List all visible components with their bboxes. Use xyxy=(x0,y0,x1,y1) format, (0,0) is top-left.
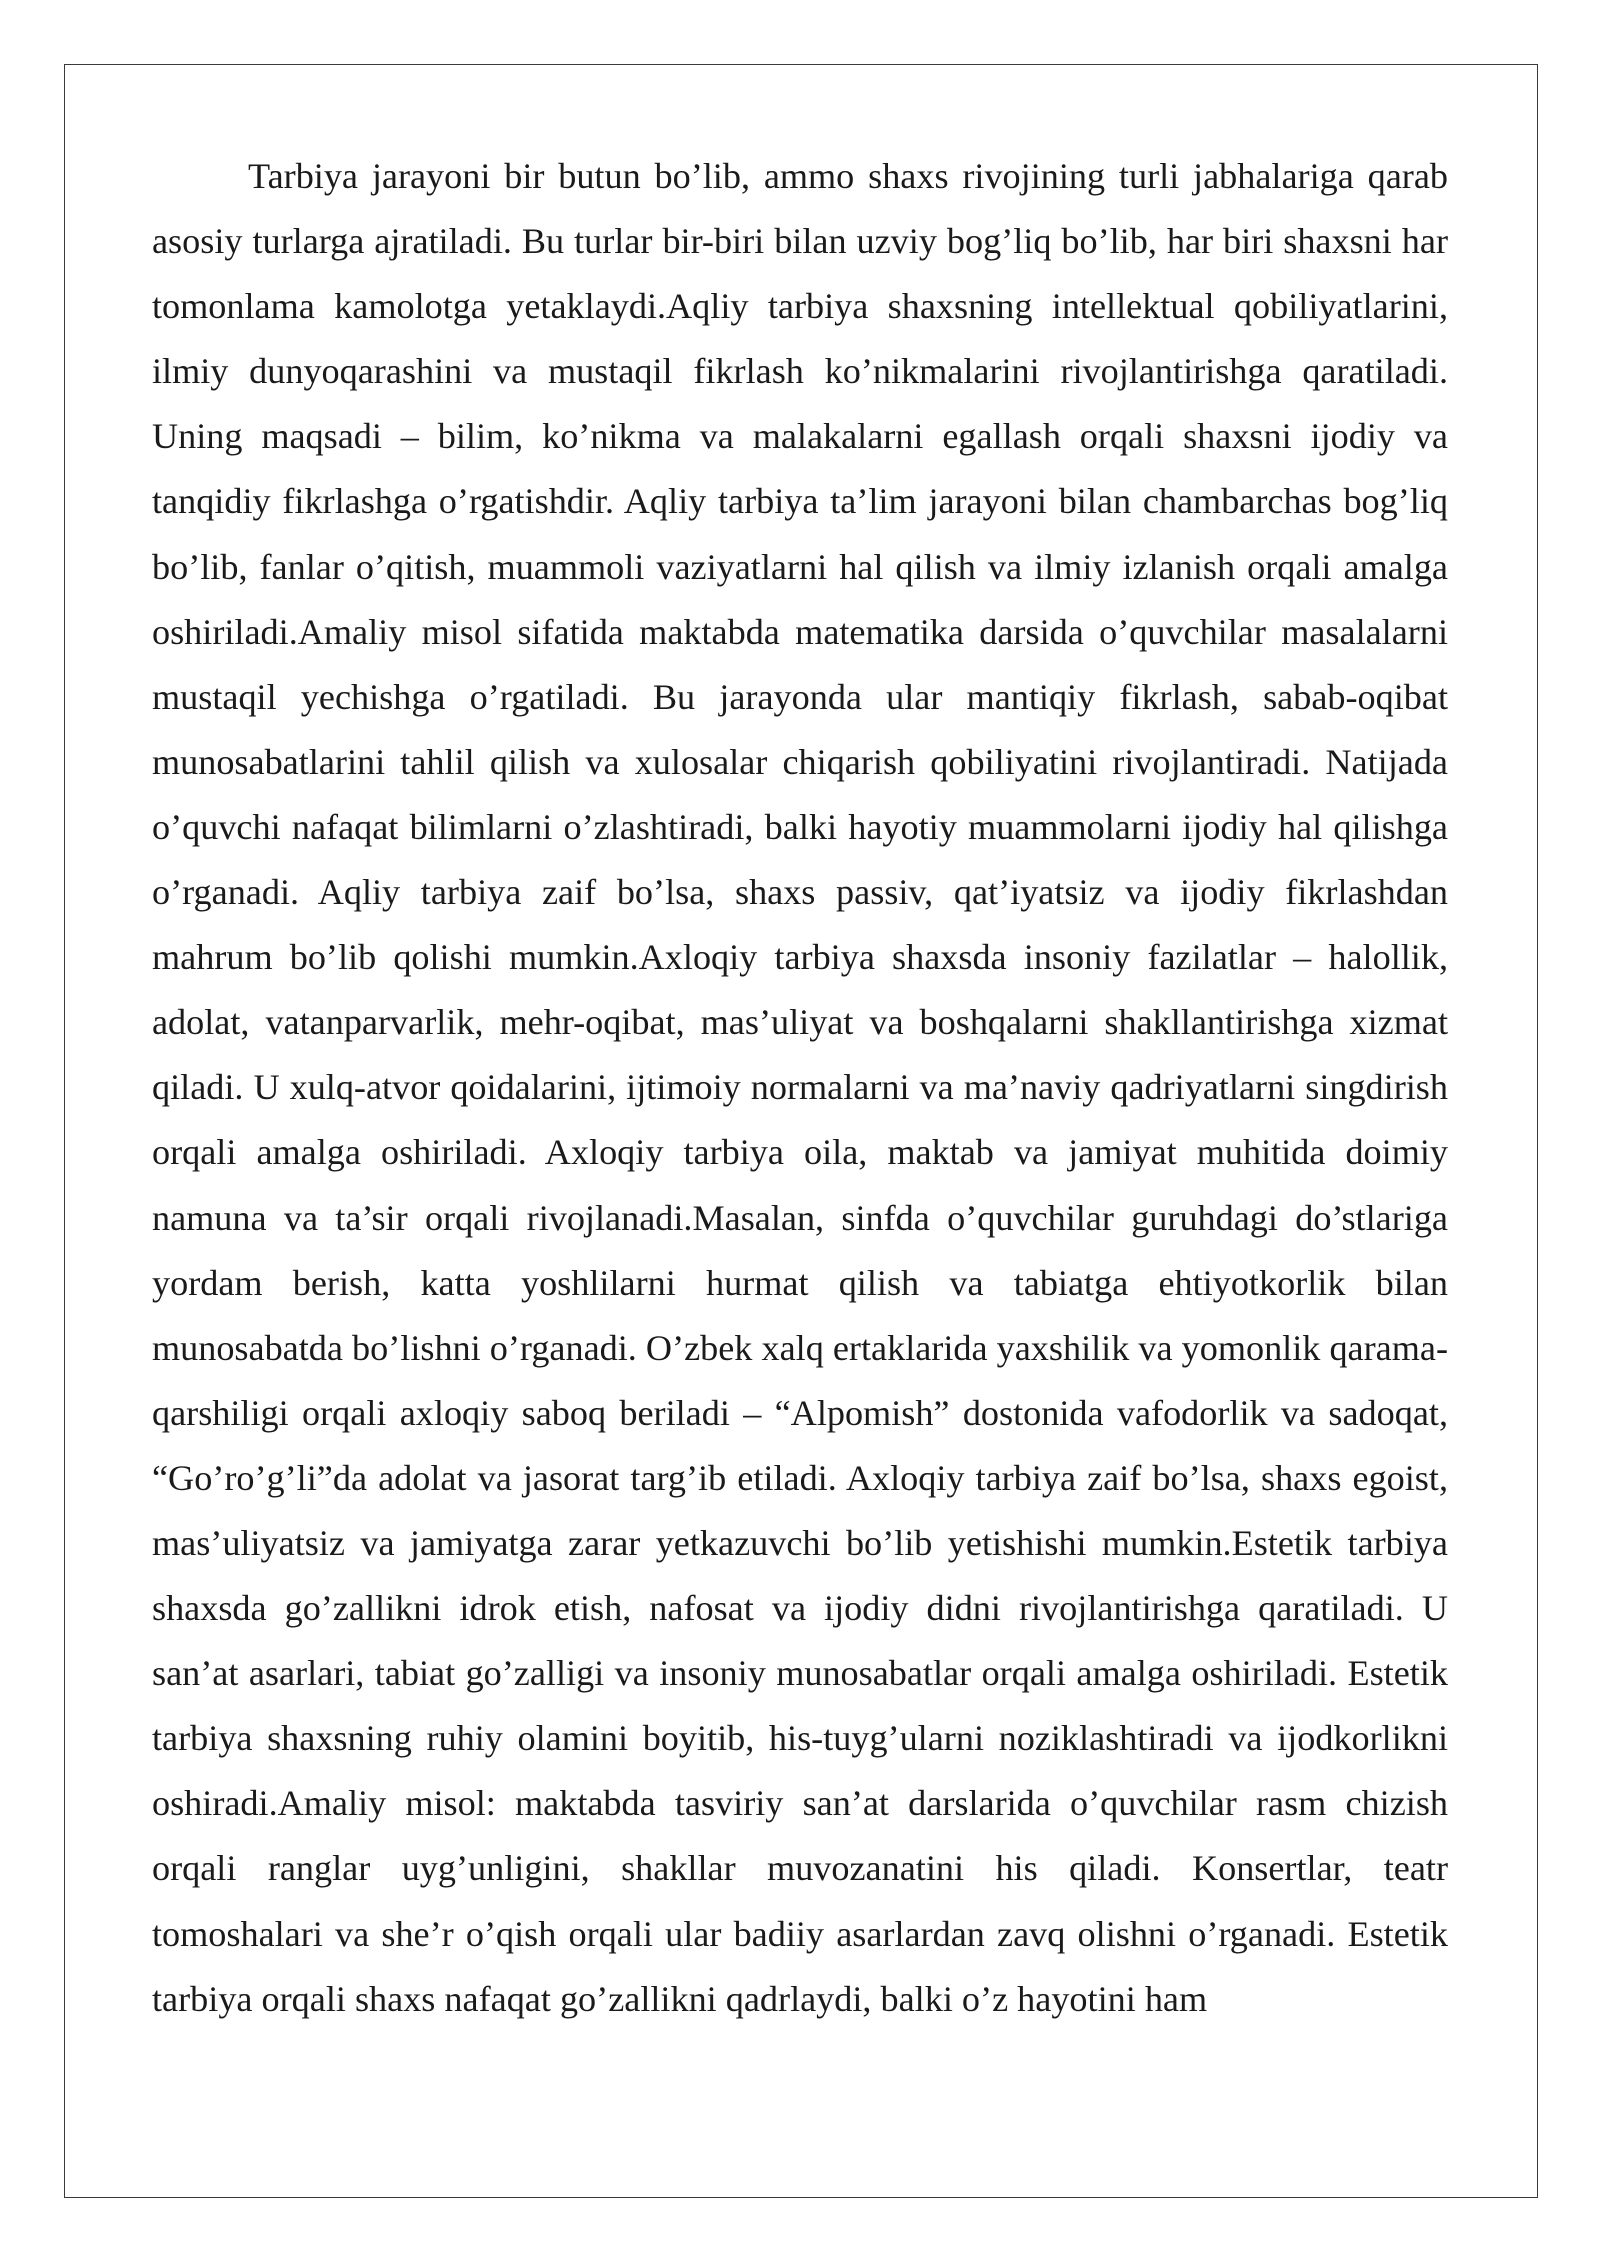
document-body-paragraph: Tarbiya jarayoni bir butun bo’lib, ammo shaxs rivojining turli jabhalariga qarab asosiy turlarga ajratiladi. Bu turlar bir-biri bilan uzviy bog’liq bo’lib, har biri shaxsni har tomonlama kamolotga yetaklaydi.Aqliy tarbiya shaxsning intellektual qobiliyatlarini, ilmiy dunyoqarashini va mustaqil fikrlash ko’nikmalarini rivojlantirishga qaratiladi. Uning maqsadi – bilim, ko’nikma va malakalarni egallash orqali shaxsni ijodiy va tanqidiy fikrlashga o’rgatishdir. Aqliy tarbiya ta’lim jarayoni bilan chambarchas bog’liq bo’lib, fanlar o’qitish, muammoli vaziyatlarni hal qilish va ilmiy izlanish orqali amalga oshiriladi.Amaliy misol sifatida maktabda matematika darsida o’quvchilar masalalarni mustaqil yechishga o’rgatiladi. Bu jarayonda ular mantiqiy fikrlash, sabab-oqibat munosabatlarini tahlil qilish va xulosalar chiqarish qobiliyatini rivojlantiradi. Natijada o’quvchi nafaqat bilimlarni o’zlashtiradi, balki hayotiy muammolarni ijodiy hal qilishga o’rganadi. Aqliy tarbiya zaif bo’lsa, shaxs passiv, qat’iyatsiz va ijodiy fikrlashdan mahrum bo’lib qolishi mumkin.Axloqiy tarbiya shaxsda insoniy fazilatlar – halollik, adolat, vatanparvarlik, mehr-oqibat, mas’uliyat va boshqalarni shakllantirishga xizmat qiladi. U xulq-atvor qoidalarini, ijtimoiy normalarni va ma’naviy qadriyatlarni singdirish orqali amalga oshiriladi. Axloqiy tarbiya oila, maktab va jamiyat muhitida doimiy namuna va ta’sir orqali rivojlanadi.Masalan, sinfda o’quvchilar guruhdagi do’stlariga yordam berish, katta yoshlilarni hurmat qilish va tabiatga ehtiyotkorlik bilan munosabatda bo’lishni o’rganadi. O’zbek xalq ertaklarida yaxshilik va yomonlik qarama-qarshiligi orqali axloqiy saboq beriladi – “Alpomish” dostonida vafodorlik va sadoqat, “Go’ro’g’li”da adolat va jasorat targ’ib etiladi. Axloqiy tarbiya zaif bo’lsa, shaxs egoist, mas’uliyatsiz va jamiyatga zarar yetkazuvchi bo’lib yetishishi mumkin.Estetik tarbiya shaxsda go’zallikni idrok etish, nafosat va ijodiy didni rivojlantirishga qaratiladi. U san’at asarlari, tabiat go’zalligi va insoniy munosabatlar orqali amalga oshiriladi. Estetik tarbiya shaxsning ruhiy olamini boyitib, his-tuyg’ularni noziklashtiradi va ijodkorlikni oshiradi.Amaliy misol: maktabda tasviriy san’at darslarida o’quvchilar rasm chizish orqali ranglar uyg’unligini, shakllar muvozanatini his qiladi. Konsertlar, teatr tomoshalari va she’r o’qish orqali ular badiiy asarlardan zavq olishni o’rganadi. Estetik tarbiya orqali shaxs nafaqat go’zallikni qadrlaydi, balki o’z hayotini ham xyxy=(152,156,1448,2019)
